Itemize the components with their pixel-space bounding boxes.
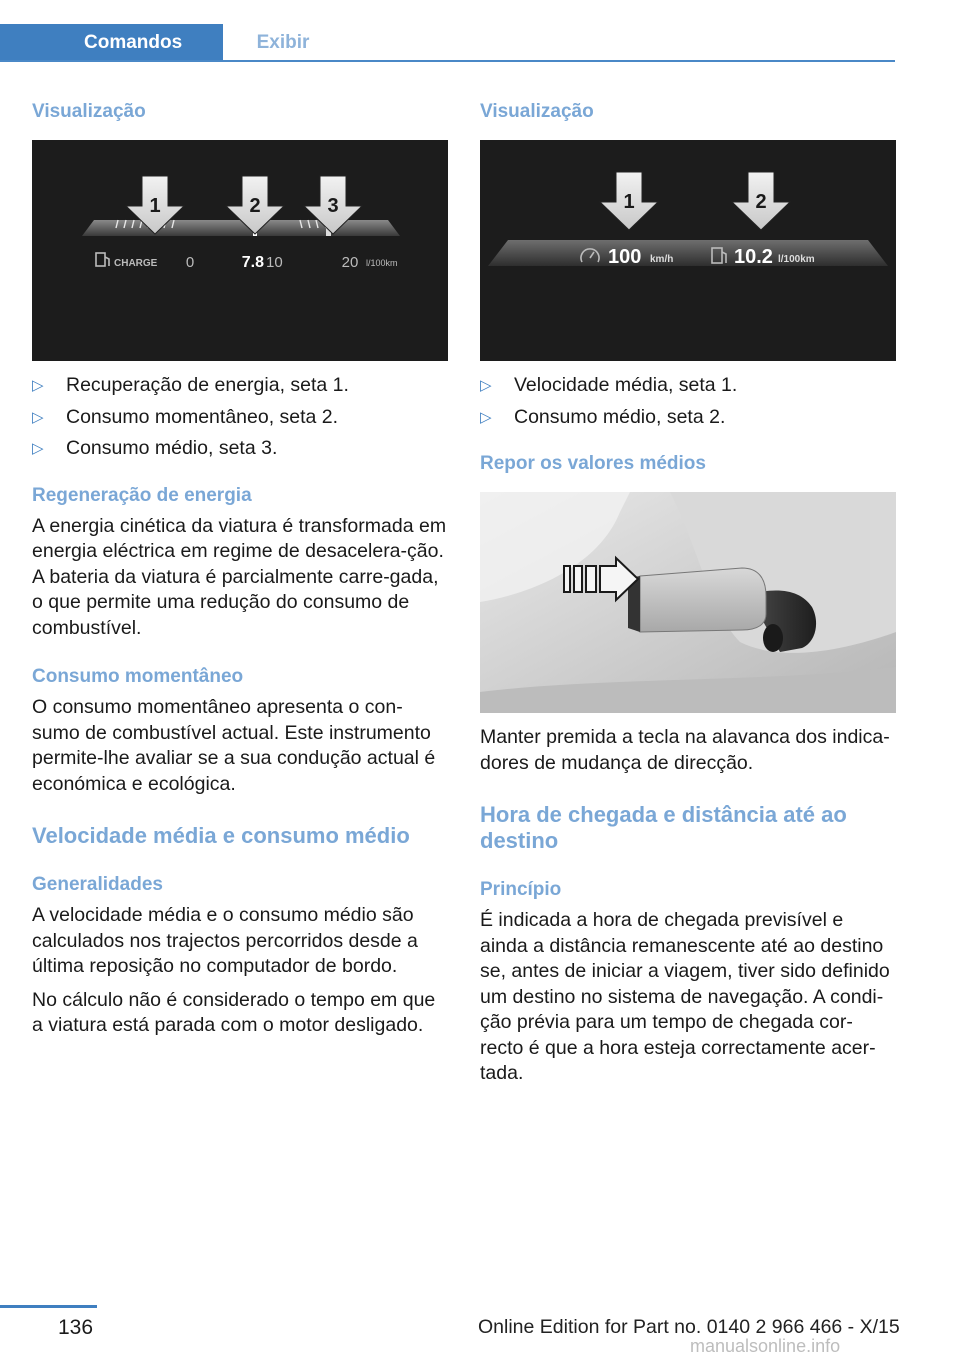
consumption-display-image (32, 140, 448, 361)
general-heading: Generalidades (32, 874, 163, 895)
speed-value: 100 (608, 246, 642, 268)
tab-exibir[interactable]: Exibir (256, 32, 310, 53)
watermark: manualsonline.info (690, 1336, 841, 1356)
momentary-paragraph: O consumo momentâneo apresenta o con‐sumo de combustível actual. Este instrumento permite-lhe avaliar se a sua condução actual é económica e ecológica. (32, 696, 436, 795)
arrow-2 (732, 172, 790, 230)
charge-label: CHARGE (114, 258, 158, 269)
online-edition-label: Online Edition for Part no. 0140 2 966 466 - X/15 (478, 1316, 900, 1338)
reset-paragraph: Manter premida a tecla na alavanca dos indica‐dores de mudança de direcção. (480, 726, 890, 774)
turn-signal-lever-photo (480, 492, 896, 713)
principle-heading: Princípio (480, 879, 562, 900)
svg-text:1: 1 (149, 195, 161, 217)
scale-label-0: 0 (185, 254, 195, 271)
avg-section-heading: Velocidade média e consumo médio (32, 823, 410, 848)
triangle-bullet-icon: ▷ (480, 377, 492, 394)
tab-comandos[interactable]: Comandos (0, 24, 223, 62)
speed-unit: km/h (650, 254, 674, 265)
consumption-display-graphic (32, 140, 448, 361)
display-band (488, 240, 888, 266)
principle-paragraph: É indicada a hora de chegada previsível e ainda a distância remanescente até ao destino se, antes de iniciar a viagem, tiver sido definido um destino no sistema de navegação. A condi‐ção prévia para um tempo de chegada cor‐recto é que a hora esteja correctamente acer‐tada. (480, 909, 890, 1084)
general-paragraph-2: No cálculo não é considerado o tempo em que a viatura está parada com o motor desligado. (32, 988, 436, 1036)
chapter-tab-bar (0, 24, 895, 62)
left-column (32, 100, 448, 1039)
consumption-value: 10.2 (734, 246, 773, 268)
svg-text:1: 1 (623, 191, 635, 213)
tab-underline (0, 60, 895, 62)
consumption-unit: l/100km (778, 254, 815, 265)
list-item: ▷ Consumo momentâneo, seta 2. (32, 405, 448, 431)
triangle-bullet-icon: ▷ (32, 440, 44, 457)
svg-text:2: 2 (755, 191, 767, 213)
triangle-bullet-icon: ▷ (32, 408, 44, 426)
svg-text:2: 2 (249, 195, 261, 217)
gauge-band (82, 220, 400, 236)
speed-consumption-display-graphic (480, 140, 896, 361)
arrow-1 (600, 172, 658, 230)
triangle-bullet-icon: ▷ (32, 377, 44, 394)
lever-button-graphic (480, 492, 896, 713)
footer-rule (0, 1305, 97, 1308)
left-bullet-list (32, 373, 448, 462)
momentary-heading: Consumo momentâneo (32, 666, 244, 687)
arrival-section-heading: Hora de chegada e distância até ao destino (480, 802, 847, 853)
list-item: ▷ Consumo médio, seta 2. (480, 405, 896, 431)
page-number: 136 (58, 1316, 94, 1339)
list-item: ▷ Recuperação de energia, seta 1. (32, 373, 448, 399)
general-paragraph-1: A velocidade média e o consumo médio são calculados nos trajectos percorridos desde a última reposição no computador de bordo. (32, 904, 418, 977)
left-display-heading: Visualização (32, 101, 146, 122)
right-column (480, 100, 896, 1087)
regen-heading: Regeneração de energia (32, 484, 252, 506)
speed-consumption-display-image (480, 140, 896, 361)
right-display-heading: Visualização (480, 101, 594, 122)
list-item: ▷ Consumo médio, seta 3. (32, 436, 448, 462)
fuel-pump-icon (96, 253, 109, 266)
right-bullet-list (480, 373, 896, 430)
list-item: ▷ Velocidade média, seta 1. (480, 373, 896, 399)
triangle-bullet-icon: ▷ (480, 408, 492, 426)
svg-text:3: 3 (327, 195, 339, 217)
current-value: 7.8 (241, 254, 264, 271)
scale-label-20: 20 (341, 254, 359, 271)
scale-label-10: 10 (266, 254, 283, 271)
unit-label: l/100km (366, 258, 398, 268)
regen-paragraph: A energia cinética da viatura é transformada em energia eléctrica em regime de desacelera‐ção. A bateria da viatura é parcialmente carre‐gada, o que permite uma redução do consumo de combustível. (32, 514, 447, 639)
reset-heading: Repor os valores médios (480, 453, 706, 474)
lever-cap (640, 568, 766, 632)
